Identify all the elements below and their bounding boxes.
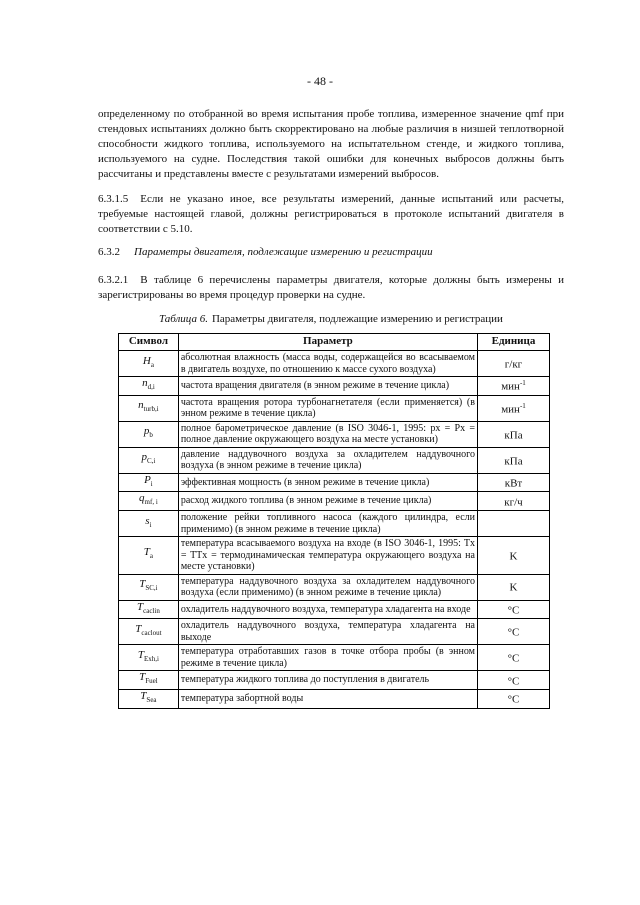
symbol-cell [119, 377, 179, 396]
symbol-cell [119, 421, 179, 447]
unit-cell [477, 689, 549, 708]
symbol-cell [119, 619, 179, 645]
symbol-letter: T [137, 648, 144, 661]
unit-cell [477, 574, 549, 600]
clause-number: 6.3.2.1 [98, 274, 129, 286]
parameter-cell: полное барометрическое давление (в ISO 3046-1, 1995: px = Px = полное давление окружающего воздуха на месте установки) [178, 421, 477, 447]
table-row [119, 689, 550, 708]
symbol-cell [119, 395, 179, 421]
unit-cell [477, 671, 549, 690]
table-row [119, 511, 550, 537]
unit-text: °C [507, 675, 520, 688]
section-number: 6.3.2 [98, 246, 120, 258]
paragraph-6-3-2-1 [98, 273, 564, 303]
symbol-cell [119, 689, 179, 708]
unit-text: K [509, 550, 518, 563]
parameter-cell: давление наддувочного воздуха за охладителем наддувочного воздуха (в энном режиме в течение цикла) [178, 447, 477, 473]
unit-cell [477, 511, 549, 537]
symbol-cell [119, 600, 179, 619]
symbol-letter: T [136, 600, 144, 613]
table-caption-label: Таблица 6. [159, 313, 208, 325]
symbol-letter: T [139, 578, 146, 591]
unit-cell [477, 492, 549, 511]
table-row [119, 421, 550, 447]
symbol-subscript: mf, i [144, 498, 158, 507]
symbol-cell [119, 574, 179, 600]
parameter-cell: охладитель наддувочного воздуха, температура хладагента на входе [178, 600, 477, 619]
table-caption-text: Параметры двигателя, подлежащие измерению и регистрации [211, 313, 503, 325]
symbol-letter: T [135, 622, 142, 635]
header-unit: Единица [477, 334, 549, 351]
table-row [119, 351, 550, 377]
table-row [119, 645, 550, 671]
unit-cell [477, 447, 549, 473]
unit-text: °C [507, 693, 520, 706]
symbol-letter: p [141, 451, 147, 464]
symbol-subscript: caclin [143, 606, 160, 615]
symbol-letter: T [143, 546, 150, 559]
symbol-subscript: d,i [147, 383, 155, 392]
unit-cell [477, 421, 549, 447]
parameter-cell: частота вращения ротора турбонагнетателя (если применяется) (в энном режиме в течение цикла) [178, 395, 477, 421]
symbol-letter: P [144, 473, 151, 486]
symbol-letter: p [143, 425, 150, 438]
clause-text: В таблице 6 перечислены параметры двигателя, которые должны быть измерены и зарегистрированы во время процедур проверки на судне. [98, 274, 564, 301]
symbol-subscript: SC,i [145, 584, 158, 593]
table-row [119, 395, 550, 421]
symbol-cell [119, 511, 179, 537]
symbol-letter: n [138, 399, 144, 412]
parameter-cell: температура наддувочного воздуха за охладителем наддувочного воздуха (если применимо) (в энном режиме в течение цикла) [178, 574, 477, 600]
symbol-cell [119, 351, 179, 377]
symbol-subscript: i [149, 520, 152, 529]
header-symbol: Символ [119, 334, 179, 351]
symbol-letter: n [142, 377, 148, 389]
symbol-subscript: a [150, 360, 154, 369]
symbol-cell [119, 537, 179, 575]
symbol-subscript: Sea [146, 696, 157, 705]
table-row [119, 537, 550, 575]
paragraph-6-3-1-5 [98, 192, 564, 237]
parameter-cell: охладитель наддувочного воздуха, температура хладагента на выходе [178, 619, 477, 645]
unit-text: кг/ч [504, 496, 523, 509]
symbol-letter: s [145, 514, 150, 527]
unit-cell [477, 537, 549, 575]
section-heading [98, 245, 564, 260]
table-row [119, 492, 550, 511]
symbol-cell [119, 473, 179, 492]
parameter-cell: температура жидкого топлива до поступления в двигатель [178, 671, 477, 690]
unit-text: г/кг [504, 358, 523, 371]
table-caption [98, 313, 564, 325]
parameter-cell: абсолютная влажность (масса воды, содержащейся во всасываемом в двигатель воздухе, по отношению к массе сухого воздуха) [178, 351, 477, 377]
parameter-cell: положение рейки топливного насоса (каждого цилиндра, если применимо) (в энном режиме в течение цикла) [178, 511, 477, 537]
unit-text: мин [501, 403, 520, 416]
header-parameter: Параметр [178, 334, 477, 351]
symbol-subscript: b [149, 431, 153, 440]
table-row [119, 377, 550, 396]
unit-text: кВт [504, 477, 523, 490]
symbol-subscript: C,i [146, 457, 156, 466]
table-header-row [119, 334, 550, 351]
unit-text: °C [507, 604, 520, 617]
clause-number: 6.3.1.5 [98, 193, 129, 205]
unit-text: °C [507, 626, 520, 639]
symbol-cell [119, 492, 179, 511]
unit-text: кПа [504, 455, 523, 468]
symbol-letter: q [139, 492, 145, 505]
table-row [119, 619, 550, 645]
table-row [119, 447, 550, 473]
parameter-cell: частота вращения двигателя (в энном режиме в течение цикла) [178, 377, 477, 396]
page-number: - 48 - [307, 74, 333, 88]
parameters-table [118, 333, 550, 709]
unit-exponent: -1 [519, 379, 526, 388]
unit-cell [477, 619, 549, 645]
symbol-cell [119, 671, 179, 690]
unit-cell [477, 645, 549, 671]
symbol-letter: T [140, 689, 147, 702]
symbol-subscript: a [149, 552, 154, 561]
symbol-cell [119, 645, 179, 671]
unit-text: K [509, 582, 518, 595]
unit-text: °C [507, 652, 520, 665]
symbol-subscript: turb,i [143, 405, 159, 414]
unit-text: кПа [504, 429, 523, 442]
clause-text: Если не указано иное, все результаты измерений, данные испытаний или расчеты, требуемые настоящей главой, должны регистрироваться в протоколе испытаний двигателя в соответствии с 5.10. [98, 193, 564, 235]
unit-exponent: -1 [519, 401, 526, 410]
table-row [119, 473, 550, 492]
table-row [119, 574, 550, 600]
symbol-subscript: Fuel [145, 677, 158, 686]
parameter-cell: температура отработавших газов в точке отбора пробы (в энном режиме в течение цикла) [178, 645, 477, 671]
symbol-letter: T [139, 671, 146, 684]
symbol-subscript: caclout [141, 629, 162, 638]
paragraph-continuation: определенному по отобранной во время испытания пробе топлива, измеренное значение qmf при стендовых испытаниях должно быть скорректировано на любые различия в низшей теплотворной способности жидкого топлива, используемого на испытательном стенде, и жидкого топлива, используемого на судне. Последствия такой ошибки для конечных выбросов должны быть рассчитаны и представлены вместе с результатами измерений выбросов. [98, 108, 564, 180]
parameter-cell: температура всасываемого воздуха на входе (в ISO 3046-1, 1995: Tx = TTx = термодинамическая температура окружающего воздуха на месте установки) [178, 537, 477, 575]
symbol-cell [119, 447, 179, 473]
section-title: Параметры двигателя, подлежащие измерению и регистрации [134, 246, 433, 258]
unit-cell [477, 395, 549, 421]
symbol-subscript: i [150, 479, 153, 488]
unit-cell [477, 600, 549, 619]
table-row [119, 600, 550, 619]
unit-cell [477, 377, 549, 396]
parameter-cell: температура забортной воды [178, 689, 477, 708]
table-row [119, 671, 550, 690]
unit-text: мин [501, 380, 520, 393]
parameter-cell: расход жидкого топлива (в энном режиме в течение цикла) [178, 492, 477, 511]
unit-cell [477, 351, 549, 377]
unit-cell [477, 473, 549, 492]
symbol-subscript: Exh,i [143, 655, 159, 664]
symbol-letter: H [142, 354, 151, 367]
parameter-cell: эффективная мощность (в энном режиме в течение цикла) [178, 473, 477, 492]
